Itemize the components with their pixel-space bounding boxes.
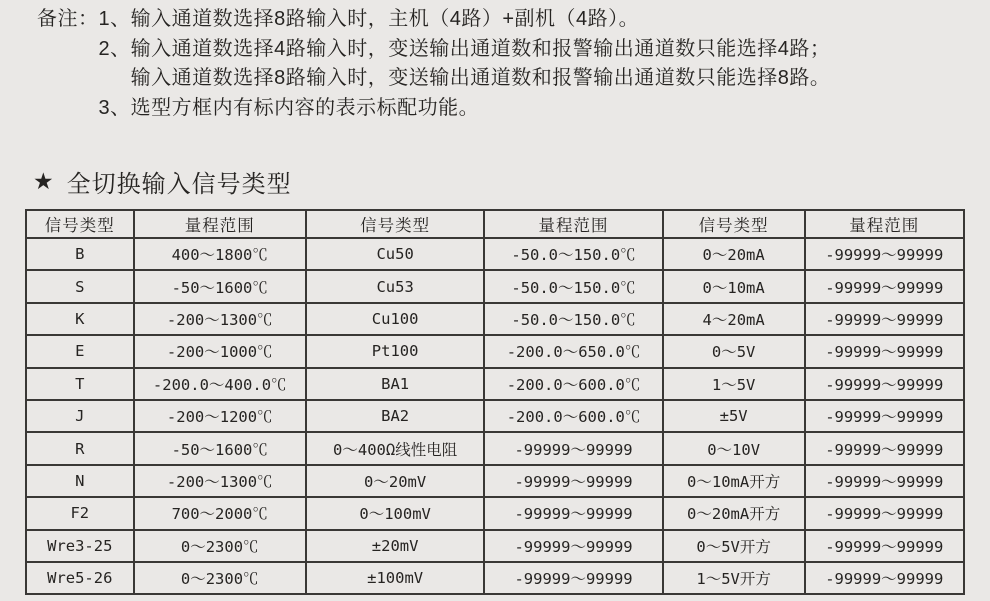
table-row [26, 562, 964, 594]
range-cell: -99999～99999 [805, 530, 964, 562]
table-row [26, 238, 964, 270]
range-cell: -50～1600℃ [134, 432, 306, 464]
notes-block [37, 5, 830, 123]
range-cell: 700～2000℃ [134, 497, 306, 529]
signal-type-cell: 4～20mA [663, 303, 805, 335]
range-cell: -99999～99999 [805, 400, 964, 432]
note-number: 3、 [98, 96, 131, 119]
note-line: 输入通道数选择4路输入时，变送输出通道数和报警输出通道数只能选择4路； [130, 37, 831, 60]
note-lines [131, 35, 831, 94]
note-item [99, 5, 831, 35]
notes-items [99, 5, 831, 123]
column-header: 量程范围 [484, 210, 662, 238]
note-lines [131, 94, 480, 124]
section-heading [33, 164, 292, 199]
signal-type-cell: 0～5V开方 [663, 530, 805, 562]
signal-type-cell: BA2 [306, 400, 484, 432]
range-cell: 0～2300℃ [134, 562, 306, 594]
signal-table-head [26, 210, 964, 238]
table-row [26, 270, 964, 302]
signal-type-cell: Cu53 [306, 270, 484, 302]
range-cell: -99999～99999 [805, 238, 964, 270]
note-item [99, 35, 831, 94]
signal-type-cell: R [26, 432, 134, 464]
column-header: 量程范围 [805, 210, 964, 238]
range-cell: -50.0～150.0℃ [484, 238, 662, 270]
table-row [26, 368, 964, 400]
signal-type-cell: Wre5-26 [26, 562, 134, 594]
range-cell: -99999～99999 [484, 530, 662, 562]
table-row [26, 497, 964, 529]
range-cell: -200.0～600.0℃ [484, 400, 662, 432]
note-number: 2、 [98, 37, 131, 60]
range-cell: -99999～99999 [805, 497, 964, 529]
signal-type-cell: Wre3-25 [26, 530, 134, 562]
note-line: 选型方框内有标内容的表示标配功能。 [130, 96, 480, 119]
signal-type-cell: Cu50 [306, 238, 484, 270]
section-title: 全切换输入信号类型 [66, 171, 292, 198]
signal-type-table [25, 209, 965, 595]
signal-type-cell: 0～5V [663, 335, 805, 367]
range-cell: -99999～99999 [805, 432, 964, 464]
table-row [26, 530, 964, 562]
range-cell: -50～1600℃ [134, 270, 306, 302]
signal-type-cell: BA1 [306, 368, 484, 400]
column-header: 量程范围 [134, 210, 306, 238]
signal-table-header-row [26, 210, 964, 238]
range-cell: -200.0～600.0℃ [484, 368, 662, 400]
note-lines [131, 5, 640, 35]
range-cell: -99999～99999 [484, 432, 662, 464]
range-cell: -50.0～150.0℃ [484, 303, 662, 335]
table-row [26, 465, 964, 497]
signal-type-cell: T [26, 368, 134, 400]
range-cell: -200～1300℃ [134, 465, 306, 497]
signal-type-cell: 1～5V开方 [663, 562, 805, 594]
note-item [99, 94, 831, 124]
range-cell: -99999～99999 [484, 465, 662, 497]
signal-type-cell: F2 [26, 497, 134, 529]
signal-type-cell: ±5V [663, 400, 805, 432]
range-cell: -99999～99999 [805, 335, 964, 367]
note-line: 输入通道数选择8路输入时，变送输出通道数和报警输出通道数只能选择8路。 [130, 67, 831, 89]
range-cell: -99999～99999 [805, 562, 964, 594]
range-cell: 0～2300℃ [134, 530, 306, 562]
signal-type-cell: Cu100 [306, 303, 484, 335]
range-cell: -200.0～400.0℃ [134, 368, 306, 400]
range-cell: -200.0～650.0℃ [484, 335, 662, 367]
range-cell: -99999～99999 [805, 303, 964, 335]
column-header: 信号类型 [26, 210, 134, 238]
signal-type-cell: 0～100mV [306, 497, 484, 529]
table-row [26, 400, 964, 432]
signal-type-cell: 0～10V [663, 432, 805, 464]
signal-type-cell: Pt100 [306, 335, 484, 367]
note-line: 输入通道数选择8路输入时，主机（4路）+副机（4路）。 [130, 8, 640, 30]
signal-type-cell: S [26, 270, 134, 302]
range-cell: -99999～99999 [805, 465, 964, 497]
signal-type-cell: ±100mV [306, 562, 484, 594]
signal-type-cell: 0～400Ω线性电阻 [306, 432, 484, 464]
signal-type-cell: 1～5V [663, 368, 805, 400]
range-cell: -200～1300℃ [134, 303, 306, 335]
range-cell: -200～1000℃ [134, 335, 306, 367]
signal-type-cell: N [26, 465, 134, 497]
signal-type-cell: 0～20mA [663, 238, 805, 270]
notes-label: 备注： [37, 8, 99, 30]
column-header: 信号类型 [306, 210, 484, 238]
table-row [26, 335, 964, 367]
column-header: 信号类型 [663, 210, 805, 238]
signal-type-cell: E [26, 335, 134, 367]
signal-type-cell: ±20mV [306, 530, 484, 562]
signal-table-body [26, 238, 964, 594]
signal-type-cell: 0～10mA [663, 270, 805, 302]
signal-type-cell: 0～20mV [306, 465, 484, 497]
signal-type-cell: 0～10mA开方 [663, 465, 805, 497]
range-cell: -99999～99999 [484, 562, 662, 594]
range-cell: -200～1200℃ [134, 400, 306, 432]
signal-type-cell: 0～20mA开方 [663, 497, 805, 529]
table-row [26, 432, 964, 464]
range-cell: -99999～99999 [805, 368, 964, 400]
range-cell: -99999～99999 [805, 270, 964, 302]
table-row [26, 303, 964, 335]
range-cell: 400～1800℃ [134, 238, 306, 270]
signal-type-cell: K [26, 303, 134, 335]
star-icon: ★ [33, 168, 55, 194]
signal-type-cell: J [26, 400, 134, 432]
note-number: 1、 [98, 8, 131, 30]
range-cell: -99999～99999 [484, 497, 662, 529]
range-cell: -50.0～150.0℃ [484, 270, 662, 302]
signal-type-cell: B [26, 238, 134, 270]
